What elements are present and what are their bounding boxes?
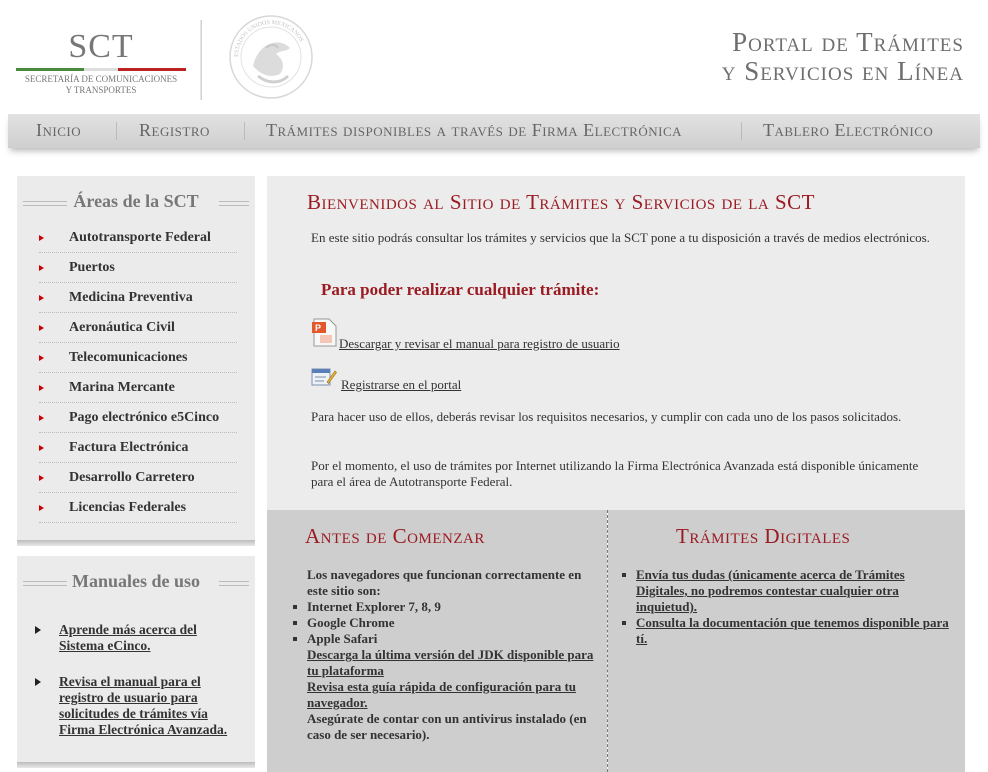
- areas-title: Áreas de la SCT: [73, 191, 199, 211]
- area-desarrollo-carretero[interactable]: [39, 463, 237, 493]
- area-label: Puertos: [69, 260, 115, 275]
- area-label: Desarrollo Carretero: [69, 470, 195, 485]
- panel-shadow: [17, 540, 255, 546]
- areas-title-wrap: [17, 190, 255, 212]
- register-portal-link[interactable]: Registrarse en el portal: [341, 377, 462, 392]
- title-rule: [219, 581, 249, 586]
- requirements-text: Para hacer uso de ellos, deberás revisar los requisitos necesarios, y cumplir con cada uno de los pasos solicitados.: [311, 409, 902, 424]
- antes-de-comenzar-panel: [267, 510, 607, 772]
- intro-text: En este sitio podrás consultar los trámites y servicios que la SCT pone a tu disposición a través de medios electrónicos.: [311, 230, 930, 245]
- arrow-right-icon: [39, 505, 44, 511]
- header-divider: [200, 20, 202, 100]
- nav-tablero-electronico[interactable]: Tablero Electrónico: [763, 120, 934, 140]
- register-form-icon: [311, 366, 337, 388]
- firma-text: Por el momento, el uso de trámites por Internet utilizando la Firma Electrónica Avanzada está disponible únicamente para el área de Autotransporte Federal.: [311, 458, 919, 489]
- manuals-title: Manuales de uso: [71, 571, 201, 591]
- send-questions-link[interactable]: [636, 567, 951, 615]
- welcome-title: Bienvenidos al Sitio de Trámites y Servicios de la SCT: [307, 190, 816, 214]
- area-label: Factura Electrónica: [69, 440, 189, 455]
- browser-label: Internet Explorer 7, 8, 9: [307, 599, 441, 614]
- arrow-right-icon: [35, 678, 41, 686]
- bullet-icon: [293, 637, 297, 641]
- browsers-intro: Los navegadores que funcionan correctamente en este sitio son:: [307, 567, 582, 598]
- logo-subtitle-2: Y TRANSPORTES: [65, 85, 137, 95]
- area-label: Licencias Federales: [69, 500, 187, 515]
- area-puertos[interactable]: [39, 253, 237, 283]
- nav-separator: [116, 122, 117, 140]
- link-label: Envía tus dudas (únicamente acerca de Trámites Digitales, no podremos contestar cualquier otra inquietud).: [636, 567, 905, 614]
- bullet-icon: [622, 573, 626, 577]
- main-content: [267, 176, 965, 510]
- arrow-right-icon: [39, 295, 44, 301]
- arrow-right-icon: [39, 355, 44, 361]
- area-label: Aeronáutica Civil: [69, 320, 175, 335]
- logo-color-bar: [16, 68, 186, 71]
- arrow-right-icon: [39, 475, 44, 481]
- area-licencias-federales[interactable]: [39, 493, 237, 523]
- seal-text: ESTADOS UNIDOS MEXICANOS: [233, 19, 304, 58]
- manual-label: Aprende más acerca del Sistema eCinco.: [59, 622, 197, 653]
- logo-subtitle-1: SECRETARÍA DE COMUNICACIONES: [24, 74, 178, 84]
- browser-item: [307, 599, 597, 615]
- area-telecomunicaciones[interactable]: [39, 343, 237, 373]
- title-rule: [219, 201, 249, 206]
- manual-label: Revisa el manual para el registro de usuario para solicitudes de trámites vía Firma Electrónica Avanzada.: [59, 674, 228, 737]
- area-label: Telecomunicaciones: [69, 350, 188, 365]
- bullet-icon: [622, 621, 626, 625]
- panel-shadow: [17, 762, 255, 768]
- browser-item: [307, 631, 597, 647]
- portal-title-line-2: y Servicios en Línea: [721, 56, 964, 86]
- jdk-download-link[interactable]: Descarga la última versión del JDK disponible para tu plataforma: [307, 647, 594, 678]
- area-aeronautica-civil[interactable]: [39, 313, 237, 343]
- area-factura-electronica[interactable]: [39, 433, 237, 463]
- bullet-icon: [293, 621, 297, 625]
- arrow-right-icon: [39, 235, 44, 241]
- browser-item: [307, 615, 597, 631]
- main-nav: [8, 114, 980, 148]
- digitales-list: [636, 567, 951, 647]
- area-label: Autotransporte Federal: [69, 230, 211, 245]
- area-medicina-preventiva[interactable]: [39, 283, 237, 313]
- portal-title: [722, 28, 964, 86]
- nav-tramites-firma[interactable]: Trámites disponibles a través de Firma Electrónica: [266, 120, 683, 140]
- area-autotransporte-federal[interactable]: [39, 223, 237, 253]
- browser-list: [307, 599, 597, 647]
- browser-label: Google Chrome: [307, 615, 395, 630]
- manual-link-ecinco[interactable]: [33, 622, 243, 654]
- nav-inicio[interactable]: Inicio: [36, 120, 82, 140]
- area-pago-electronico[interactable]: [39, 403, 237, 433]
- area-label: Marina Mercante: [69, 380, 175, 395]
- arrow-right-icon: [39, 415, 44, 421]
- title-rule: [23, 201, 67, 206]
- manuals-panel: [17, 556, 255, 762]
- arrow-right-icon: [39, 265, 44, 271]
- mexico-seal-icon: [228, 14, 314, 100]
- powerpoint-file-icon: [311, 318, 339, 348]
- nav-separator: [244, 122, 245, 140]
- antes-content: [307, 567, 597, 743]
- browser-label: Apple Safari: [307, 631, 378, 646]
- digitales-title: Trámites Digitales: [676, 524, 851, 548]
- documentation-link[interactable]: [636, 615, 951, 647]
- area-label: Medicina Preventiva: [69, 290, 193, 305]
- header: [0, 0, 988, 112]
- steps-title: Para poder realizar cualquier trámite:: [321, 280, 600, 299]
- title-rule: [23, 581, 67, 586]
- config-guide-link[interactable]: Revisa esta guía rápida de configuración para tu navegador.: [307, 679, 577, 710]
- antivirus-text: Asegúrate de contar con un antivirus instalado (en caso de ser necesario).: [307, 711, 587, 742]
- areas-panel: [17, 176, 255, 540]
- tramites-digitales-panel: [608, 510, 965, 772]
- arrow-right-icon: [39, 385, 44, 391]
- area-marina-mercante[interactable]: [39, 373, 237, 403]
- area-label: Pago electrónico e5Cinco: [69, 410, 220, 425]
- arrow-right-icon: [39, 325, 44, 331]
- manual-link-registro[interactable]: [33, 674, 243, 738]
- logo-letters: SCT: [68, 28, 134, 65]
- sct-logo[interactable]: [16, 24, 186, 104]
- link-label: Consulta la documentación que tenemos disponible para tí.: [636, 615, 949, 646]
- areas-list: [17, 223, 255, 523]
- portal-title-line-1: Portal de Trámites: [732, 27, 964, 57]
- download-manual-link[interactable]: Descargar y revisar el manual para registro de usuario: [339, 336, 620, 351]
- bullet-icon: [293, 605, 297, 609]
- manuals-title-wrap: [17, 570, 255, 592]
- arrow-right-icon: [39, 445, 44, 451]
- svg-text:P: P: [315, 323, 322, 333]
- antes-title: Antes de Comenzar: [305, 524, 485, 548]
- arrow-right-icon: [35, 626, 41, 634]
- nav-separator: [741, 122, 742, 140]
- nav-registro[interactable]: Registro: [139, 120, 210, 140]
